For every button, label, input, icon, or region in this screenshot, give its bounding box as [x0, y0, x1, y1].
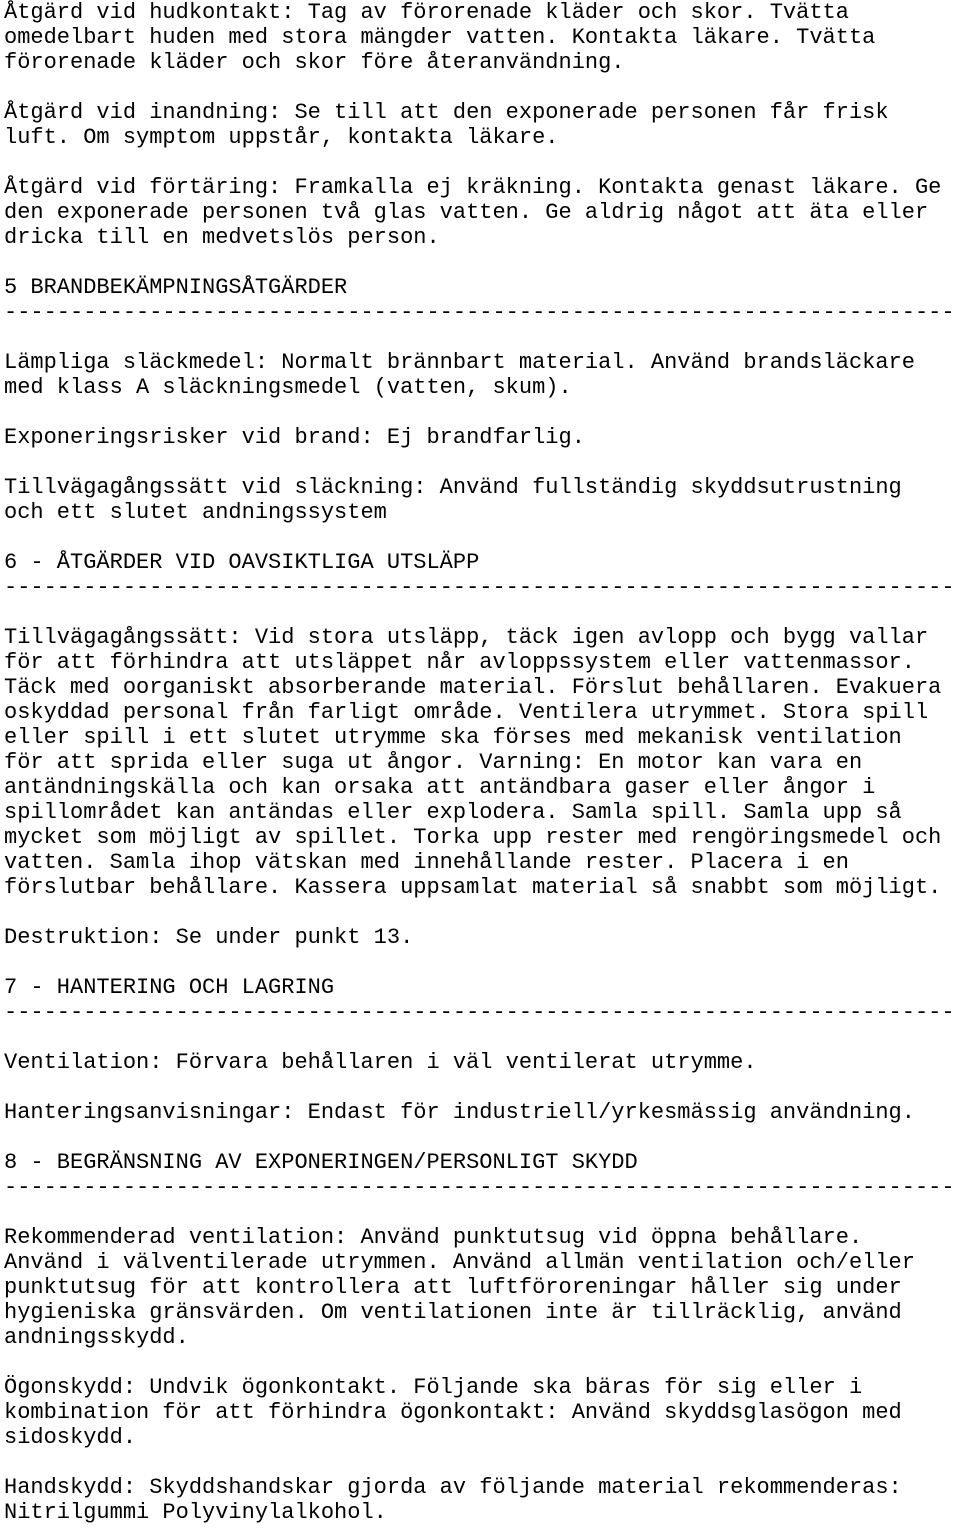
- paragraph-spacer: [4, 400, 958, 425]
- paragraph-spacer: [4, 325, 958, 350]
- text-line: sidoskydd.: [4, 1425, 137, 1450]
- hand-protection-paragraph: [4, 1475, 958, 1525]
- safety-data-sheet-document: [4, 0, 958, 1525]
- spill-procedure-paragraph: [4, 625, 958, 900]
- paragraph-spacer: [4, 900, 958, 925]
- paragraph-spacer: [4, 1025, 958, 1050]
- first-aid-skin-paragraph: [4, 0, 958, 75]
- firefighting-procedure-paragraph: [4, 475, 958, 525]
- text-line: Hanteringsanvisningar: Endast för industriell/yrkesmässig användning.: [4, 1100, 915, 1125]
- paragraph-spacer: [4, 250, 958, 275]
- section-5-heading: [4, 275, 958, 325]
- text-line: dricka till en medvetslös person.: [4, 225, 440, 250]
- text-line: luft. Om symptom uppstår, kontakta läkare.: [4, 125, 559, 150]
- paragraph-spacer: [4, 450, 958, 475]
- section-divider-line: ------------------------------------------------------------------------: [4, 1000, 955, 1025]
- text-line: andningsskydd.: [4, 1325, 189, 1350]
- text-line: för att förhindra att utsläppet når avloppssystem eller vattenmassor.: [4, 650, 915, 675]
- text-line: Åtgärd vid förtäring: Framkalla ej kräkning. Kontakta genast läkare. Ge: [4, 175, 942, 200]
- paragraph-spacer: [4, 950, 958, 975]
- paragraph-spacer: [4, 1075, 958, 1100]
- paragraph-spacer: [4, 1200, 958, 1225]
- section-8-heading: [4, 1150, 958, 1200]
- paragraph-spacer: [4, 600, 958, 625]
- text-line: mycket som möjligt av spillet. Torka upp rester med rengöringsmedel och: [4, 825, 942, 850]
- paragraph-spacer: [4, 150, 958, 175]
- text-line: hygieniska gränsvärden. Om ventilationen inte är tillräcklig, använd: [4, 1300, 902, 1325]
- text-line: förslutbar behållare. Kassera uppsamlat material så snabbt som möjligt.: [4, 875, 942, 900]
- text-line: punktutsug för att kontrollera att luftföroreningar håller sig under: [4, 1275, 902, 1300]
- text-line: Exponeringsrisker vid brand: Ej brandfarlig.: [4, 425, 585, 450]
- paragraph-spacer: [4, 1450, 958, 1475]
- text-line: antändningskälla och kan orsaka att antändbara gaser eller ångor i: [4, 775, 876, 800]
- section-divider-line: ------------------------------------------------------------------------: [4, 300, 955, 325]
- text-line: med klass A släckningsmedel (vatten, skum).: [4, 375, 572, 400]
- text-line: Handskydd: Skyddshandskar gjorda av följande material rekommenderas:: [4, 1475, 902, 1500]
- text-line: och ett slutet andningssystem: [4, 500, 387, 525]
- text-line: Åtgärd vid hudkontakt: Tag av förorenade kläder och skor. Tvätta: [4, 0, 849, 25]
- text-line: Tillvägagångssätt: Vid stora utsläpp, täck igen avlopp och bygg vallar: [4, 625, 929, 650]
- text-line: oskyddad personal från farligt område. Ventilera utrymmet. Stora spill: [4, 700, 929, 725]
- paragraph-spacer: [4, 75, 958, 100]
- text-line: Rekommenderad ventilation: Använd punktutsug vid öppna behållare.: [4, 1225, 863, 1250]
- text-line: förorenade kläder och skor före återanvändning.: [4, 50, 625, 75]
- text-line: Ögonskydd: Undvik ögonkontakt. Följande ska bäras för sig eller i: [4, 1375, 863, 1400]
- fire-hazards-paragraph: [4, 425, 958, 450]
- section-title: 7 - HANTERING OCH LAGRING: [4, 975, 335, 1000]
- section-7-heading: [4, 975, 958, 1025]
- text-line: Tillvägagångssätt vid släckning: Använd fullständig skyddsutrustning: [4, 475, 902, 500]
- section-divider-line: ------------------------------------------------------------------------: [4, 575, 955, 600]
- text-line: spillområdet kan antändas eller explodera. Samla spill. Samla upp så: [4, 800, 902, 825]
- text-line: Nitrilgummi Polyvinylalkohol.: [4, 1500, 387, 1525]
- eye-protection-paragraph: [4, 1375, 958, 1450]
- text-line: den exponerade personen två glas vatten. Ge aldrig något att äta eller: [4, 200, 929, 225]
- section-title: 5 BRANDBEKÄMPNINGSÅTGÄRDER: [4, 275, 348, 300]
- text-line: för att sprida eller suga ut ångor. Varning: En motor kan vara en: [4, 750, 863, 775]
- text-line: Åtgärd vid inandning: Se till att den exponerade personen får frisk: [4, 100, 889, 125]
- recommended-ventilation-paragraph: [4, 1225, 958, 1350]
- text-line: kombination för att förhindra ögonkontakt: Använd skyddsglasögon med: [4, 1400, 902, 1425]
- extinguishing-media-paragraph: [4, 350, 958, 400]
- text-line: Destruktion: Se under punkt 13.: [4, 925, 414, 950]
- text-line: Ventilation: Förvara behållaren i väl ventilerat utrymme.: [4, 1050, 757, 1075]
- section-title: 8 - BEGRÄNSNING AV EXPONERINGEN/PERSONLIGT SKYDD: [4, 1150, 638, 1175]
- storage-ventilation-paragraph: [4, 1050, 958, 1075]
- text-line: vatten. Samla ihop vätskan med innehållande rester. Placera i en: [4, 850, 849, 875]
- section-6-heading: [4, 550, 958, 600]
- first-aid-inhalation-paragraph: [4, 100, 958, 150]
- text-line: Täck med oorganiskt absorberande material. Förslut behållaren. Evakuera: [4, 675, 942, 700]
- destruction-paragraph: [4, 925, 958, 950]
- text-line: Lämpliga släckmedel: Normalt brännbart material. Använd brandsläckare: [4, 350, 915, 375]
- paragraph-spacer: [4, 1350, 958, 1375]
- text-line: eller spill i ett slutet utrymme ska förses med mekanisk ventilation: [4, 725, 902, 750]
- paragraph-spacer: [4, 525, 958, 550]
- text-line: omedelbart huden med stora mängder vatten. Kontakta läkare. Tvätta: [4, 25, 876, 50]
- handling-instructions-paragraph: [4, 1100, 958, 1125]
- first-aid-ingestion-paragraph: [4, 175, 958, 250]
- text-line: Använd i välventilerade utrymmen. Använd allmän ventilation och/eller: [4, 1250, 915, 1275]
- paragraph-spacer: [4, 1125, 958, 1150]
- section-divider-line: ------------------------------------------------------------------------: [4, 1175, 955, 1200]
- section-title: 6 - ÅTGÄRDER VID OAVSIKTLIGA UTSLÄPP: [4, 550, 480, 575]
